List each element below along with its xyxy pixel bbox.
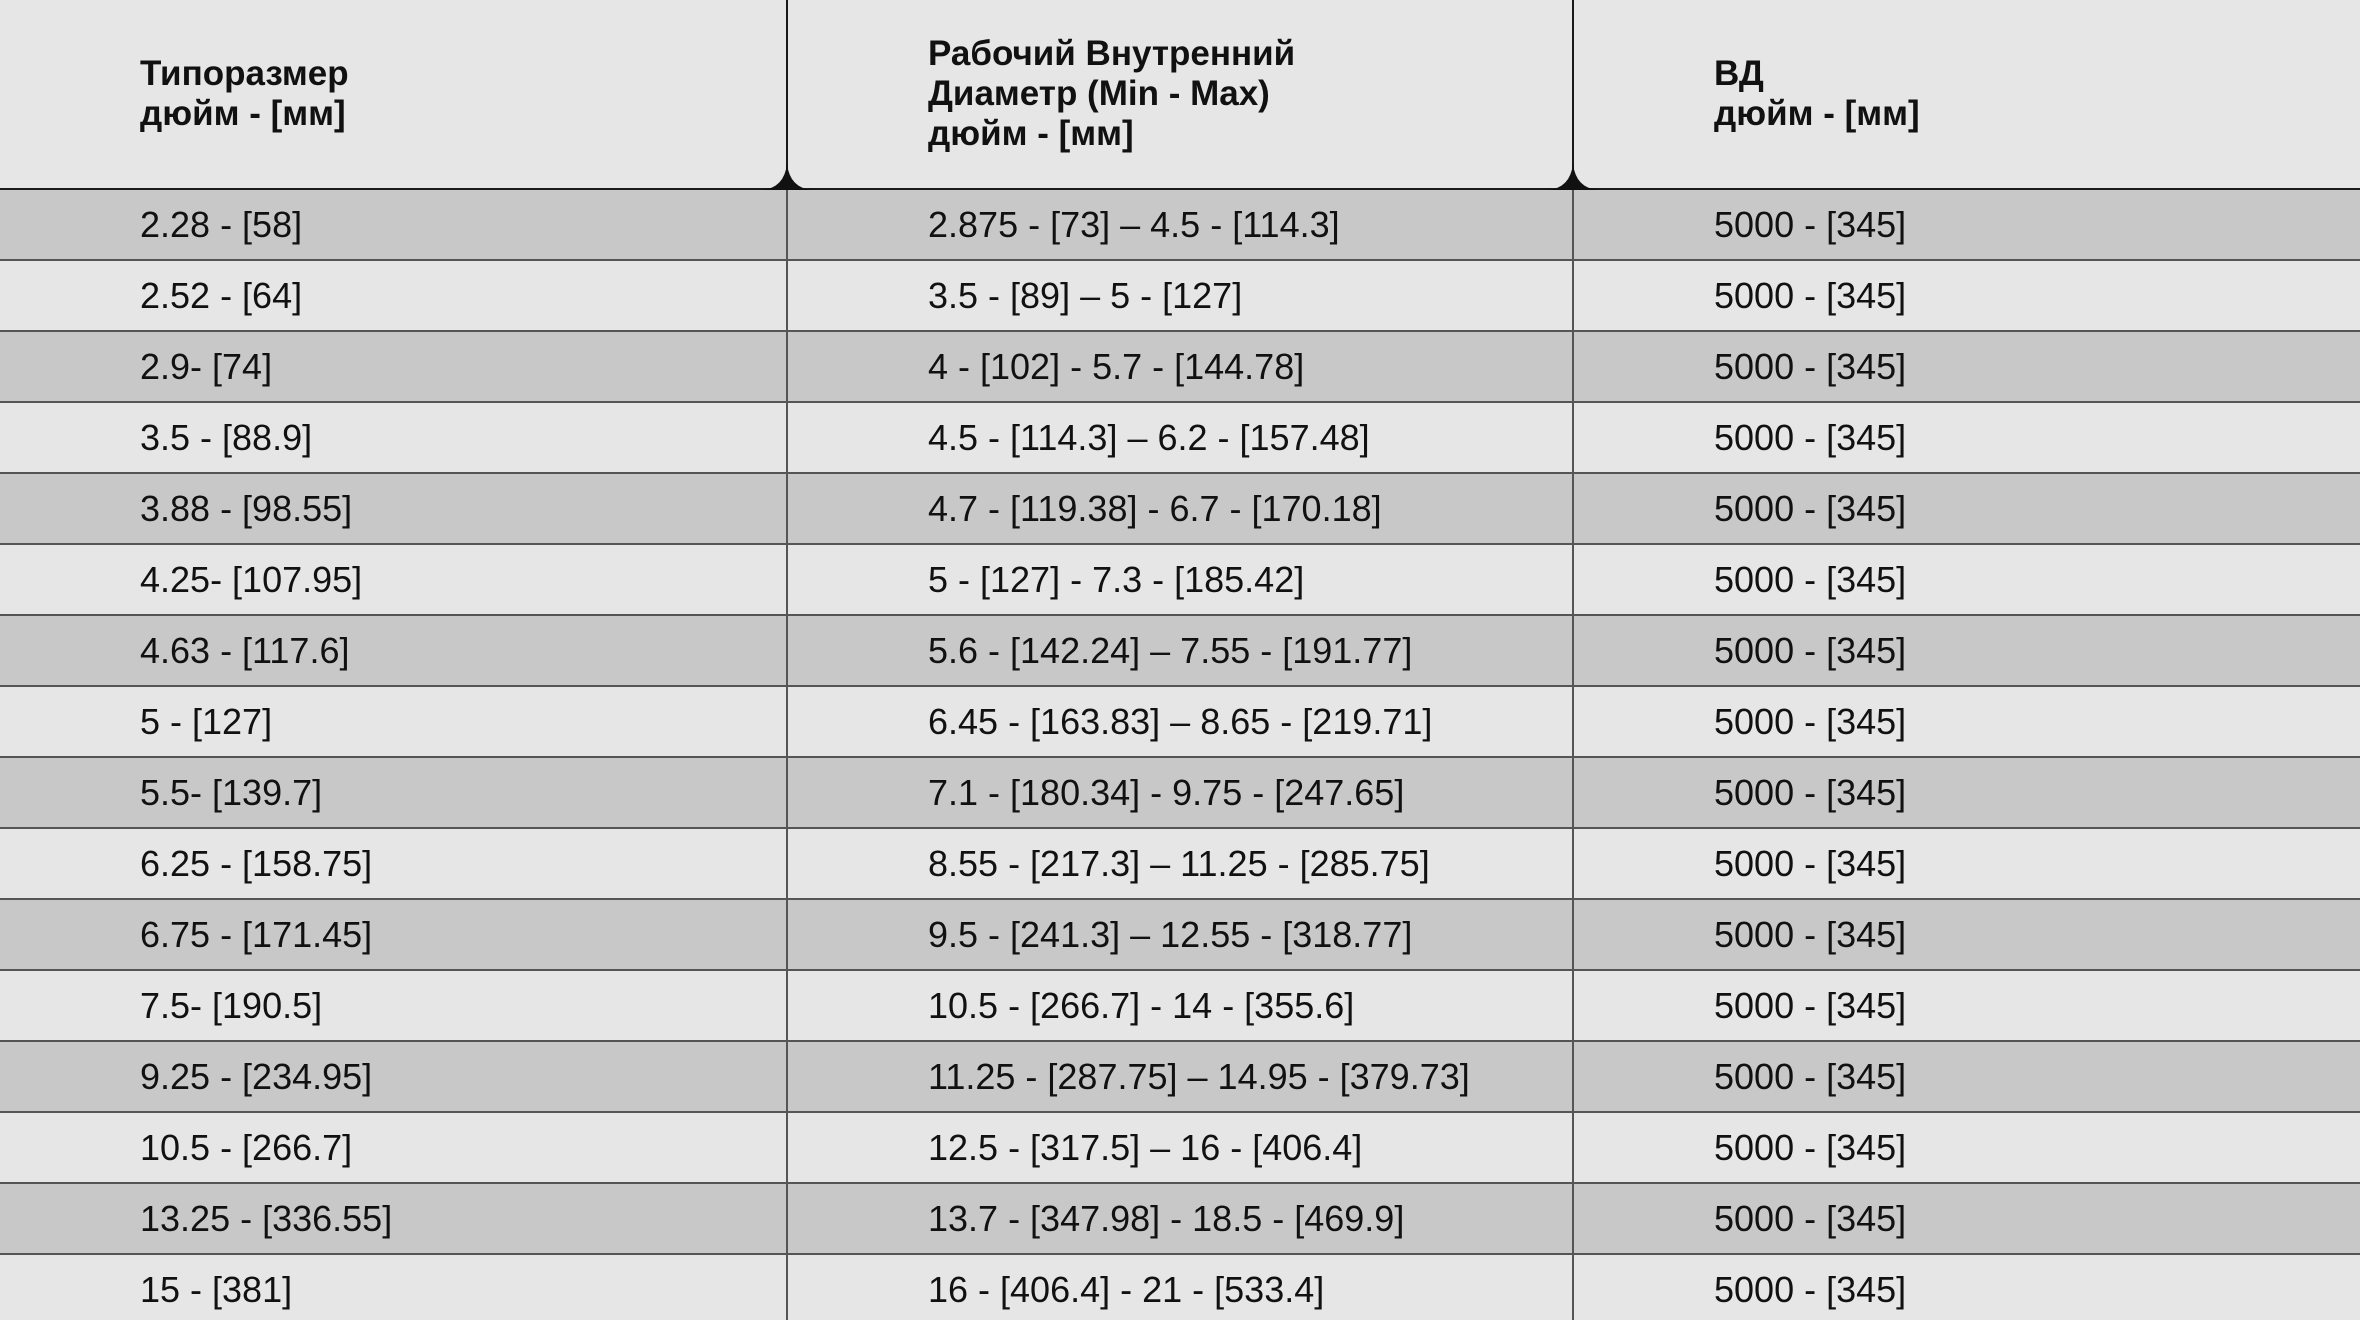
pressure-cell: 5000 - [345] — [1573, 1041, 2360, 1112]
inner-diameter-cell: 5 - [127] - 7.3 - [185.42] — [787, 544, 1573, 615]
inner-diameter-cell: 10.5 - [266.7] - 14 - [355.6] — [787, 970, 1573, 1041]
size-cell: 6.75 - [171.45] — [0, 899, 787, 970]
size-cell: 13.25 - [336.55] — [0, 1183, 787, 1254]
inner-diameter-cell: 12.5 - [317.5] – 16 - [406.4] — [787, 1112, 1573, 1183]
size-cell: 15 - [381] — [0, 1254, 787, 1320]
header-inner-diameter — [787, 0, 1573, 189]
table-row — [0, 686, 2360, 757]
pressure-cell: 5000 - [345] — [1573, 402, 2360, 473]
size-cell: 4.25- [107.95] — [0, 544, 787, 615]
size-cell: 3.5 - [88.9] — [0, 402, 787, 473]
size-cell: 2.9- [74] — [0, 331, 787, 402]
size-cell: 5 - [127] — [0, 686, 787, 757]
table-row — [0, 189, 2360, 260]
inner-diameter-cell: 2.875 - [73] – 4.5 - [114.3] — [787, 189, 1573, 260]
size-cell: 5.5- [139.7] — [0, 757, 787, 828]
table-row — [0, 1041, 2360, 1112]
table-row — [0, 331, 2360, 402]
table-row — [0, 1183, 2360, 1254]
pressure-cell: 5000 - [345] — [1573, 970, 2360, 1041]
pressure-cell: 5000 - [345] — [1573, 544, 2360, 615]
size-cell: 9.25 - [234.95] — [0, 1041, 787, 1112]
size-cell: 4.63 - [117.6] — [0, 615, 787, 686]
size-cell: 2.52 - [64] — [0, 260, 787, 331]
header-inner-diameter-line-1: Рабочий Внутренний — [928, 34, 1296, 73]
inner-diameter-cell: 13.7 - [347.98] - 18.5 - [469.9] — [787, 1183, 1573, 1254]
pressure-cell: 5000 - [345] — [1573, 1254, 2360, 1320]
table-header — [0, 0, 2360, 189]
inner-diameter-cell: 3.5 - [89] – 5 - [127] — [787, 260, 1573, 331]
pressure-cell: 5000 - [345] — [1573, 757, 2360, 828]
table-row — [0, 473, 2360, 544]
inner-diameter-cell: 4 - [102] - 5.7 - [144.78] — [787, 331, 1573, 402]
inner-diameter-cell: 8.55 - [217.3] – 11.25 - [285.75] — [787, 828, 1573, 899]
table-row — [0, 757, 2360, 828]
pressure-cell: 5000 - [345] — [1573, 473, 2360, 544]
header-divider-notch — [1548, 164, 1598, 190]
pressure-cell: 5000 - [345] — [1573, 899, 2360, 970]
inner-diameter-cell: 4.5 - [114.3] – 6.2 - [157.48] — [787, 402, 1573, 473]
table-row — [0, 1112, 2360, 1183]
size-cell: 7.5- [190.5] — [0, 970, 787, 1041]
pressure-cell: 5000 - [345] — [1573, 828, 2360, 899]
header-pressure-line-2: дюйм - [мм] — [1714, 94, 1920, 133]
header-row — [0, 0, 2360, 189]
header-pressure — [1573, 0, 2360, 189]
pressure-cell: 5000 - [345] — [1573, 686, 2360, 757]
size-cell: 2.28 - [58] — [0, 189, 787, 260]
pressure-cell: 5000 - [345] — [1573, 331, 2360, 402]
inner-diameter-cell: 11.25 - [287.75] – 14.95 - [379.73] — [787, 1041, 1573, 1112]
inner-diameter-cell: 4.7 - [119.38] - 6.7 - [170.18] — [787, 473, 1573, 544]
table-row — [0, 402, 2360, 473]
size-cell: 3.88 - [98.55] — [0, 473, 787, 544]
header-divider-notch — [762, 164, 812, 190]
table-row — [0, 828, 2360, 899]
header-pressure-line-1: ВД — [1714, 54, 1764, 93]
header-size-line-1: Типоразмер — [140, 54, 349, 93]
table-row — [0, 544, 2360, 615]
table-row — [0, 970, 2360, 1041]
pressure-cell: 5000 - [345] — [1573, 1112, 2360, 1183]
inner-diameter-cell: 6.45 - [163.83] – 8.65 - [219.71] — [787, 686, 1573, 757]
pressure-cell: 5000 - [345] — [1573, 189, 2360, 260]
table-body — [0, 189, 2360, 1320]
inner-diameter-cell: 16 - [406.4] - 21 - [533.4] — [787, 1254, 1573, 1320]
size-cell: 10.5 - [266.7] — [0, 1112, 787, 1183]
size-cell: 6.25 - [158.75] — [0, 828, 787, 899]
inner-diameter-cell: 7.1 - [180.34] - 9.75 - [247.65] — [787, 757, 1573, 828]
header-size — [0, 0, 787, 189]
pressure-cell: 5000 - [345] — [1573, 615, 2360, 686]
header-size-line-2: дюйм - [мм] — [140, 94, 346, 133]
table-row — [0, 615, 2360, 686]
header-inner-diameter-line-3: дюйм - [мм] — [928, 114, 1134, 153]
table-row — [0, 260, 2360, 331]
pressure-cell: 5000 - [345] — [1573, 1183, 2360, 1254]
inner-diameter-cell: 9.5 - [241.3] – 12.55 - [318.77] — [787, 899, 1573, 970]
inner-diameter-cell: 5.6 - [142.24] – 7.55 - [191.77] — [787, 615, 1573, 686]
pressure-cell: 5000 - [345] — [1573, 260, 2360, 331]
table-row — [0, 899, 2360, 970]
table-row — [0, 1254, 2360, 1320]
header-inner-diameter-line-2: Диаметр (Min - Max) — [928, 74, 1270, 113]
